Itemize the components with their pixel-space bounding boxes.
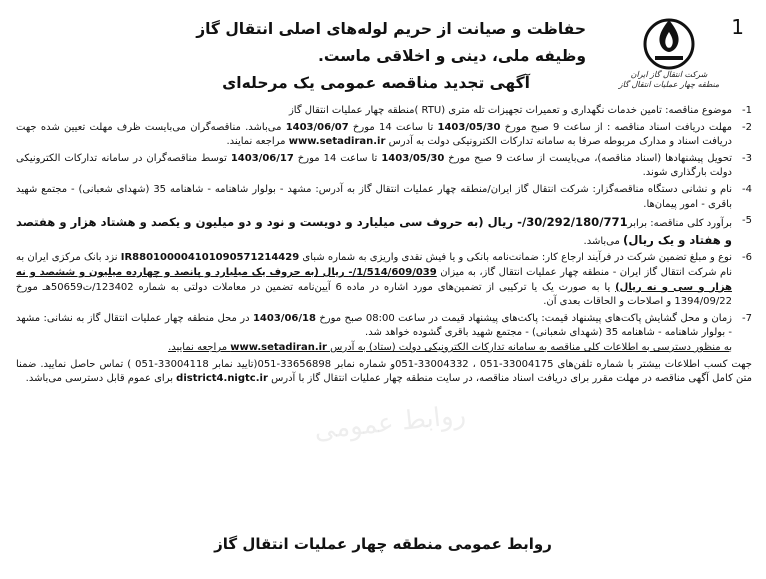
list-item <box>16 121 752 150</box>
item-text: مراجعه نمایید. <box>168 341 231 353</box>
notice-title: آگهی تجدید مناقصه عمومی یک مرحله‌ای <box>222 74 530 92</box>
guarantee-amount-words: ریال (به حروف یک میلیارد و پانصد و چهارده میلیون و ششصد و نه هزار و سی و نه ریال) <box>16 266 732 293</box>
item-text: تا ساعت 14 مورخ <box>348 121 438 133</box>
contact-text: جهت کسب اطلاعات بیشتر با شماره تلفن‌های 33004175-051 ، 33004332-051و شماره نمابر 33656898-051(تایید نمابر 33004118-051 ) تماس حاصل نمایید. ضمنا متن کامل آگهی مناقصه در مهلت مقرر برای دریافت اسناد مناقصه، در سایت منطقه چهار عملیات انتقال گاز با آدرس <box>16 358 752 385</box>
start-date: 1403/05/30 <box>381 152 445 164</box>
item-number: 1- <box>742 105 752 116</box>
page-number: 1 <box>731 15 744 39</box>
logo-region-name: منطقه چهار عملیات انتقال گاز <box>618 80 720 89</box>
item-text: توسط مناقصه‌گران در سامانه تدارکات الکترونیکی دولت بارگذاری شوند. <box>16 152 732 179</box>
logo-company-name: شرکت انتقال گاز ایران <box>630 70 708 79</box>
item-text: می‌باشد. مناقصه‌گران می‌بایست ظرف مهلت تعیین شده جهت دریافت اسناد و مدارک مربوطه صرفا به سامانه تدارکات الکترونیکی دولت به آدرس <box>16 121 732 148</box>
end-date: 1403/06/07 <box>285 121 349 133</box>
notice-header <box>106 16 586 97</box>
nigc-flame-logo-icon <box>641 14 697 70</box>
item-text: نزد بانک مرکزی ایران به نام شرکت انتقال گاز ایران - منطقه چهار عملیات انتقال گاز، به میزان <box>16 252 732 278</box>
item-number: 4- <box>742 183 752 195</box>
estimate-amount-words: ریال (به حروف سی میلیارد و دویست و نود و دو میلیون و یکصد و هشتاد هزار و هفتصد و هفتاد و یک ریال) <box>16 215 732 247</box>
signature-line: روابط عمومی منطقه چهار عملیات انتقال گاز <box>214 535 552 553</box>
company-logo <box>610 14 728 96</box>
item-text: نام و نشانی دستگاه مناقصه‌گزار: شرکت انتقال گاز ایران/منطقه چهار عملیات انتقال گاز به آدرس: مشهد - بولوار شاهنامه - شاهنامه 35 (شهدای شعبانی) - مجتمع شهید باقری - امور پیمان‌ها. <box>16 183 732 210</box>
opening-date: 1403/06/18 <box>252 312 316 324</box>
setadiran-link[interactable]: www.setadiran.ir <box>230 341 327 353</box>
setadiran-link[interactable]: www.setadiran.ir <box>288 136 386 148</box>
end-date: 1403/06/17 <box>230 152 294 164</box>
item-text: برآورد کلی مناقصه: برابر <box>627 218 732 230</box>
iban-number: IR880100004101090571214429 <box>120 252 300 264</box>
contact-text: برای عموم قابل دسترسی می‌باشد. <box>25 373 177 385</box>
item-text: یا به صورت یک یا ترکیبی از تضمین‌های مورد اشاره در ماده 6 آیین‌نامه تضمین در معاملات دولتی به شماره 123402/ت50659هـ مورخ 1394/09/22 و اصلاحات و الحاقات بعدی آن. <box>16 281 732 308</box>
item-number: 6- <box>742 252 752 264</box>
header-line-1: حفاظت و صیانت از حریم لوله‌های اصلی انتقال گاز <box>196 20 586 38</box>
district-site-link[interactable]: district4.nigtc.ir <box>176 373 268 385</box>
watermark-text: روابط عمومی <box>312 400 468 446</box>
item-text: تحویل پیشنهادها (اسناد مناقصه)، می‌بایست از ساعت 9 صبح مورخ <box>444 152 733 164</box>
item-text: می‌باشد. <box>583 235 624 247</box>
notice-body <box>16 104 752 387</box>
item-number: 3- <box>742 152 752 164</box>
estimate-amount: 30/292/180/771/- <box>517 215 628 230</box>
list-item <box>16 152 752 181</box>
start-date: 1403/05/30 <box>437 121 501 133</box>
item-number: 5- <box>742 215 752 227</box>
item-text: موضوع مناقصه: تامین خدمات نگهداری و تعمیرات تجهیزات تله متری (RTU )منطقه چهار عملیات انتقال گاز <box>288 105 732 116</box>
item-text: نوع و مبلغ تضمین شرکت در فرآیند ارجاع کار: ضمانت‌نامه بانکی و یا فیش نقدی واریزی به شماره شبای <box>299 252 732 264</box>
item-number: 2- <box>742 121 752 133</box>
list-item <box>16 183 752 212</box>
list-item <box>16 251 752 309</box>
item-text: مهلت دریافت اسناد مناقصه : از ساعت 9 صبح مورخ <box>500 121 733 133</box>
item-text: مراجعه نمایند. <box>226 136 289 148</box>
item-text: زمان و محل گشایش پاکت‌های پیشنهاد قیمت: پاکت‌های پیشنهاد قیمت در ساعت 08:00 صبح مورخ <box>315 312 733 324</box>
guarantee-amount: 1/514/609/039/- <box>348 266 437 278</box>
item-text: تا ساعت 14 مورخ <box>293 152 382 164</box>
list-item <box>16 214 752 249</box>
item-text: به منظور دسترسی به اطلاعات کلی مناقصه به سامانه تدارکات الکترونیکی دولت (ستاد) به آدرس <box>326 341 732 353</box>
list-item <box>16 104 752 119</box>
header-line-2: وظیفه ملی، دینی و اخلاقی ماست. <box>317 47 586 65</box>
contact-info <box>16 358 752 387</box>
list-item <box>16 312 752 356</box>
item-number: 7- <box>742 312 752 324</box>
item-text: در محل منطقه چهار عملیات انتقال گاز به نشانی: مشهد - بولوار شاهنامه - شاهنامه 35 (شهدای شعبانی) - مجتمع شهید باقری گشوده خواهد شد. <box>16 312 732 339</box>
